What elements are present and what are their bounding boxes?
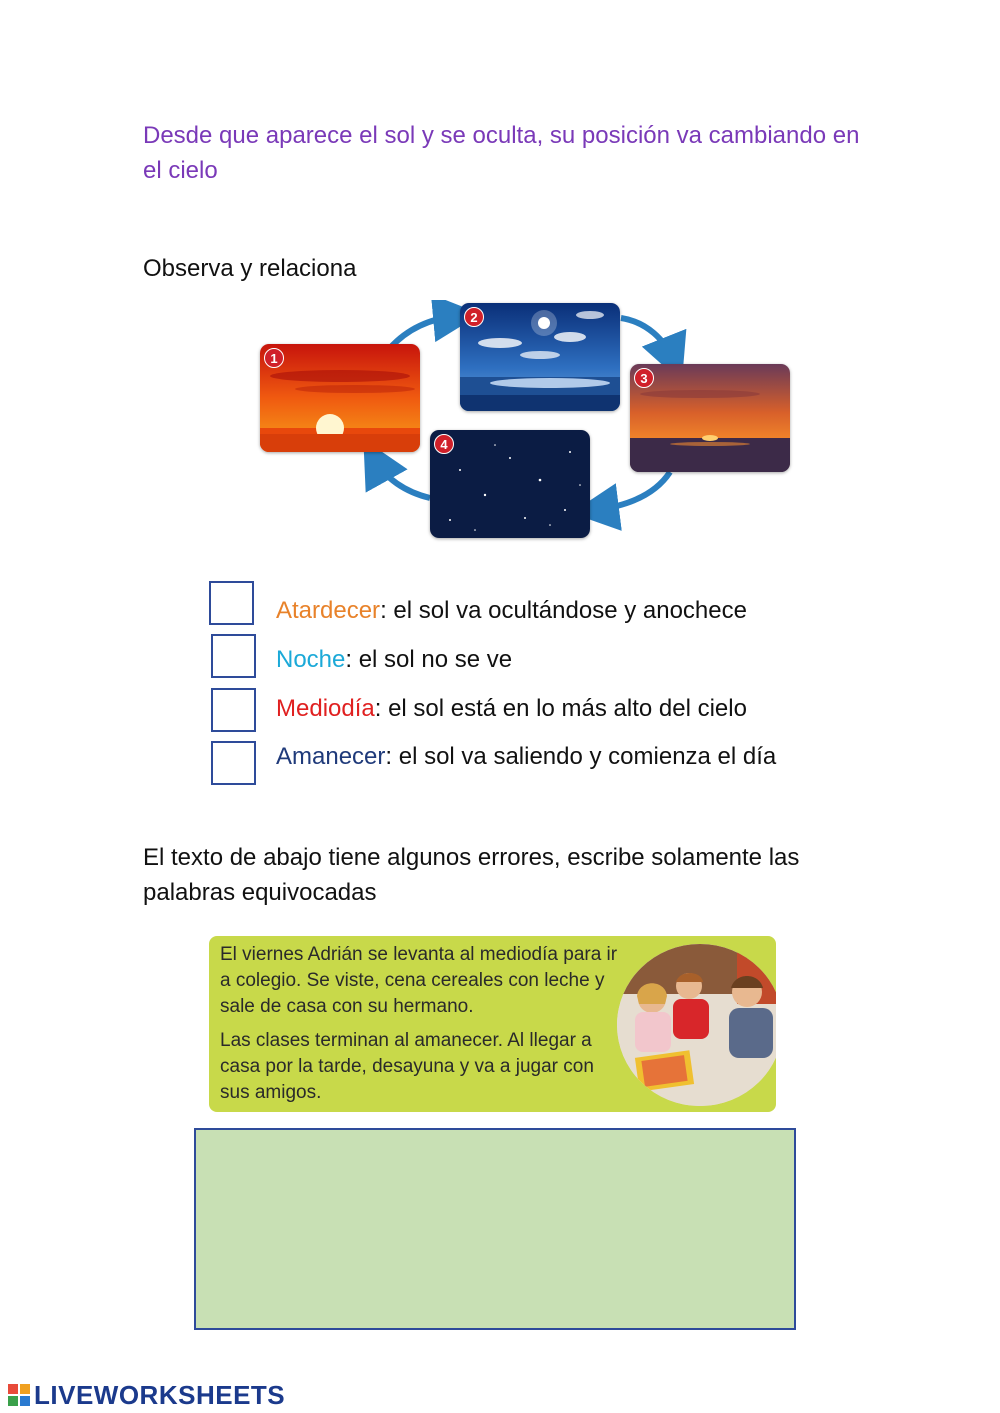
- story-paragraph-2: Las clases terminan al amanecer. Al llegar a casa por la tarde, desayuna y va a jugar con sus amigos.: [220, 1030, 594, 1103]
- answer-box-3[interactable]: [211, 688, 256, 732]
- sunset-photo: [630, 364, 790, 472]
- definition-mediodia: [276, 694, 747, 724]
- sun-cycle-diagram: [255, 300, 795, 545]
- term-description: : el sol está en lo más alto del cielo: [374, 695, 747, 722]
- arrow-3-to-4: [595, 472, 670, 510]
- arrow-2-to-3: [621, 318, 673, 360]
- arrow-4-to-1: [375, 460, 430, 498]
- story-card: [209, 936, 776, 1112]
- midday-photo: [460, 303, 620, 411]
- photo-number-badge: 4: [434, 434, 454, 454]
- term-label: Amanecer: [276, 743, 386, 770]
- photo-number-badge: 2: [464, 307, 484, 327]
- liveworksheets-logo-icon: [8, 1384, 30, 1406]
- children-playing-photo: [617, 944, 776, 1106]
- term-label: Atardecer: [276, 597, 381, 624]
- children-playing-image: [617, 944, 776, 1106]
- sunrise-photo: [260, 344, 420, 452]
- story-text: [220, 942, 620, 1112]
- intro-text: Desde que aparece el sol y se oculta, su posición va cambiando en el cielo: [143, 122, 860, 184]
- question-2-text: El texto de abajo tiene algunos errores, escribe solamente las palabras equivocadas: [143, 844, 800, 906]
- photo-number-badge: 3: [634, 368, 654, 388]
- term-description: : el sol no se ve: [345, 646, 513, 673]
- term-description: : el sol va ocultándose y anochece: [380, 597, 747, 624]
- term-label: Mediodía: [276, 695, 375, 722]
- answer-box-2[interactable]: [211, 634, 256, 678]
- sunset-image: [630, 364, 790, 472]
- definition-amanecer: [276, 742, 776, 772]
- term-label: Noche: [276, 646, 346, 673]
- answer-box-1[interactable]: [209, 581, 254, 625]
- answer-text-area[interactable]: [194, 1128, 796, 1330]
- term-description: : el sol va saliendo y comienza el día: [385, 743, 777, 770]
- definition-atardecer: [276, 596, 747, 626]
- sunrise-image: [260, 344, 420, 452]
- story-paragraph-1: El viernes Adrián se levanta al mediodía para ir a colegio. Se viste, cena cereales con leche y sale de casa con su hermano.: [220, 944, 618, 1017]
- photo-number-badge: 1: [264, 348, 284, 368]
- instruction-text: Observa y relaciona: [143, 255, 357, 282]
- midday-image: [460, 303, 620, 411]
- answer-box-4[interactable]: [211, 741, 256, 785]
- definition-noche: [276, 645, 512, 675]
- night-photo: [430, 430, 590, 538]
- night-image: [430, 430, 590, 538]
- logo-text: LIVEWORKSHEETS: [34, 1379, 286, 1410]
- liveworksheets-logo: [8, 1380, 285, 1410]
